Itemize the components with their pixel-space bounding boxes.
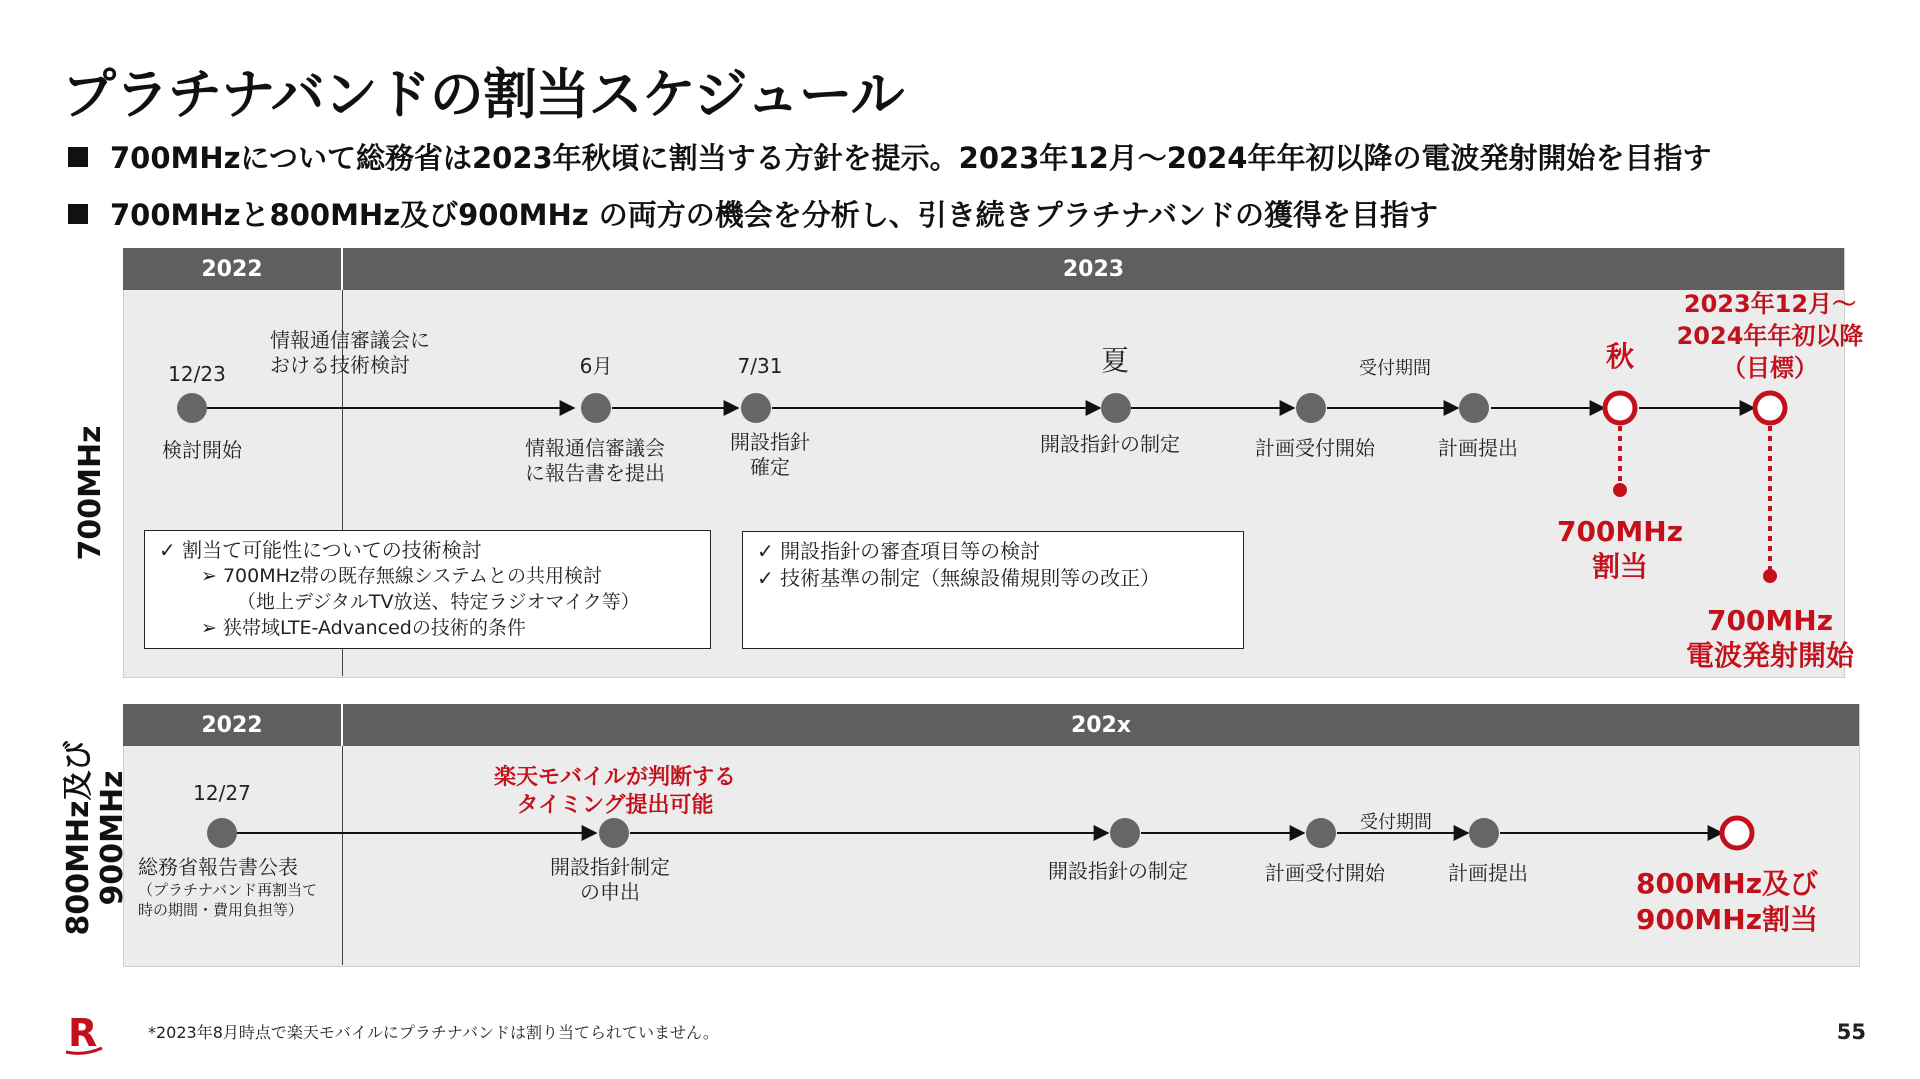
milestone-dot [207, 818, 237, 848]
check-text: 割当て可能性についての技術検討 [182, 538, 482, 562]
check-text: 技術基準の制定（無線設備規則等の改正） [780, 566, 1161, 590]
period-label: 受付期間 [1360, 812, 1432, 833]
milestone-dot [1306, 818, 1336, 848]
milestone-subnote [138, 880, 317, 920]
footnote: *2023年8月時点で楽天モバイルにプラチナバンドは割り当てられていません。 [148, 1023, 719, 1042]
result-emission [1666, 603, 1874, 673]
milestone-note [270, 328, 430, 378]
result-line: 割当 [1591, 550, 1648, 583]
check-item: ✓ 技術基準の制定（無線設備規則等の改正） [757, 566, 1161, 590]
result-line: 900MHz割当 [1635, 903, 1819, 936]
rakuten-logo [62, 1010, 106, 1062]
date-label: 12/23 [168, 362, 226, 386]
milestone-dot [581, 393, 611, 423]
milestone-label [530, 855, 690, 905]
label-line: 確定 [750, 455, 790, 479]
sub-item: ➢ 700MHz帯の既存無線システムとの共用検討 [201, 565, 602, 587]
milestone-dot [599, 818, 629, 848]
bullet-text: 700MHzと800MHz及び900MHz の両方の機会を分析し、引き続きプラチナバンドの獲得を目指す [110, 198, 1438, 232]
milestone-dot [177, 393, 207, 423]
milestone-label: 開設指針の制定 [1048, 859, 1188, 883]
label-line: の申出 [580, 880, 640, 904]
red-dot [1613, 483, 1627, 497]
result-allocation [1540, 514, 1700, 584]
label-line: 開設指針 [730, 430, 810, 454]
task-box-technical [144, 530, 711, 649]
row-label-line: 900MHz [95, 770, 130, 906]
result-line: 電波発射開始 [1685, 639, 1854, 672]
date-label: 6月 [579, 354, 613, 378]
year-2022: 2022 [123, 248, 343, 290]
milestone-dot [1459, 393, 1489, 423]
target-date [1660, 288, 1880, 384]
task-box-guidelines [742, 531, 1244, 649]
result-line: 700MHz [1706, 604, 1834, 637]
milestone-label: 開設指針の制定 [1040, 432, 1180, 456]
page-number: 55 [1836, 1020, 1866, 1044]
target-ring [1755, 393, 1785, 423]
row-label-line: 800MHz及び [61, 740, 96, 936]
milestone-label: 総務省報告書公表 [138, 855, 298, 879]
milestone-label: 計画受付開始 [1255, 436, 1375, 460]
milestone-label: 計画提出 [1448, 861, 1528, 885]
check-item: ✓ 開設指針の審査項目等の検討 [757, 539, 1041, 563]
year-2022: 2022 [123, 704, 343, 746]
bullet-text: 700MHzについて総務省は2023年秋頃に割当する方針を提示。2023年12月～2024年年初以降の電波発射開始を目指す [110, 141, 1712, 175]
rakuten-note [470, 764, 760, 820]
red-dot [1763, 569, 1777, 583]
period-label: 受付期間 [1359, 358, 1431, 379]
milestone-dot [1101, 393, 1131, 423]
note-line: 情報通信審議会に [270, 328, 430, 352]
rakuten-logo-icon [62, 1010, 106, 1058]
target-ring [1605, 393, 1635, 423]
target-date-line: 2023年12月～ [1683, 290, 1857, 318]
row-label-700mhz: 700MHz [73, 425, 108, 561]
sub-item-note: （地上デジタルTV放送、特定ラジオマイク等） [237, 591, 640, 613]
label-line: に報告書を提出 [525, 461, 665, 485]
target-date-line: （目標） [1722, 354, 1818, 382]
milestone-label: 計画提出 [1438, 436, 1518, 460]
sub-text: 700MHz帯の既存無線システムとの共用検討 [222, 565, 602, 587]
milestone-label: 計画受付開始 [1265, 861, 1385, 885]
sub-text: 狭帯域LTE-Advancedの技術的条件 [222, 617, 526, 639]
date-label: 12/27 [193, 781, 251, 805]
subnote-line: （プラチナバンド再割当て [138, 881, 318, 899]
date-label: 夏 [1100, 344, 1129, 377]
check-item: ✓ 割当て可能性についての技術検討 [159, 538, 482, 562]
note-line: 楽天モバイルが判断する [493, 765, 736, 790]
milestone-dot [1296, 393, 1326, 423]
milestone-dot [1110, 818, 1140, 848]
page-title: プラチナバンドの割当スケジュール [62, 63, 904, 126]
target-date-line: 2024年年初以降 [1676, 322, 1864, 350]
subnote-line: 時の期間・費用負担等） [138, 901, 304, 919]
note-line: おける技術検討 [270, 353, 410, 377]
year-2023: 2023 [1062, 256, 1125, 282]
result-line: 800MHz及び [1635, 867, 1819, 900]
label-line: 開設指針制定 [550, 855, 670, 879]
label-line: 情報通信審議会 [525, 436, 665, 460]
result-allocation-800-900 [1612, 866, 1842, 938]
check-text: 開設指針の審査項目等の検討 [780, 539, 1041, 563]
date-label: 7/31 [737, 354, 783, 378]
milestone-label: 検討開始 [162, 438, 242, 462]
target-ring [1722, 818, 1752, 848]
milestone-dot [1469, 818, 1499, 848]
logo-letter: R [68, 1011, 98, 1055]
result-line: 700MHz [1556, 515, 1684, 548]
year-202x: 202x [1070, 712, 1132, 738]
milestone-label [720, 430, 820, 480]
milestone-dot [741, 393, 771, 423]
milestone-label [510, 436, 680, 486]
note-line: タイミング提出可能 [516, 793, 714, 818]
sub-item: ➢ 狭帯域LTE-Advancedの技術的条件 [201, 617, 526, 639]
date-label-autumn: 秋 [1605, 340, 1634, 373]
